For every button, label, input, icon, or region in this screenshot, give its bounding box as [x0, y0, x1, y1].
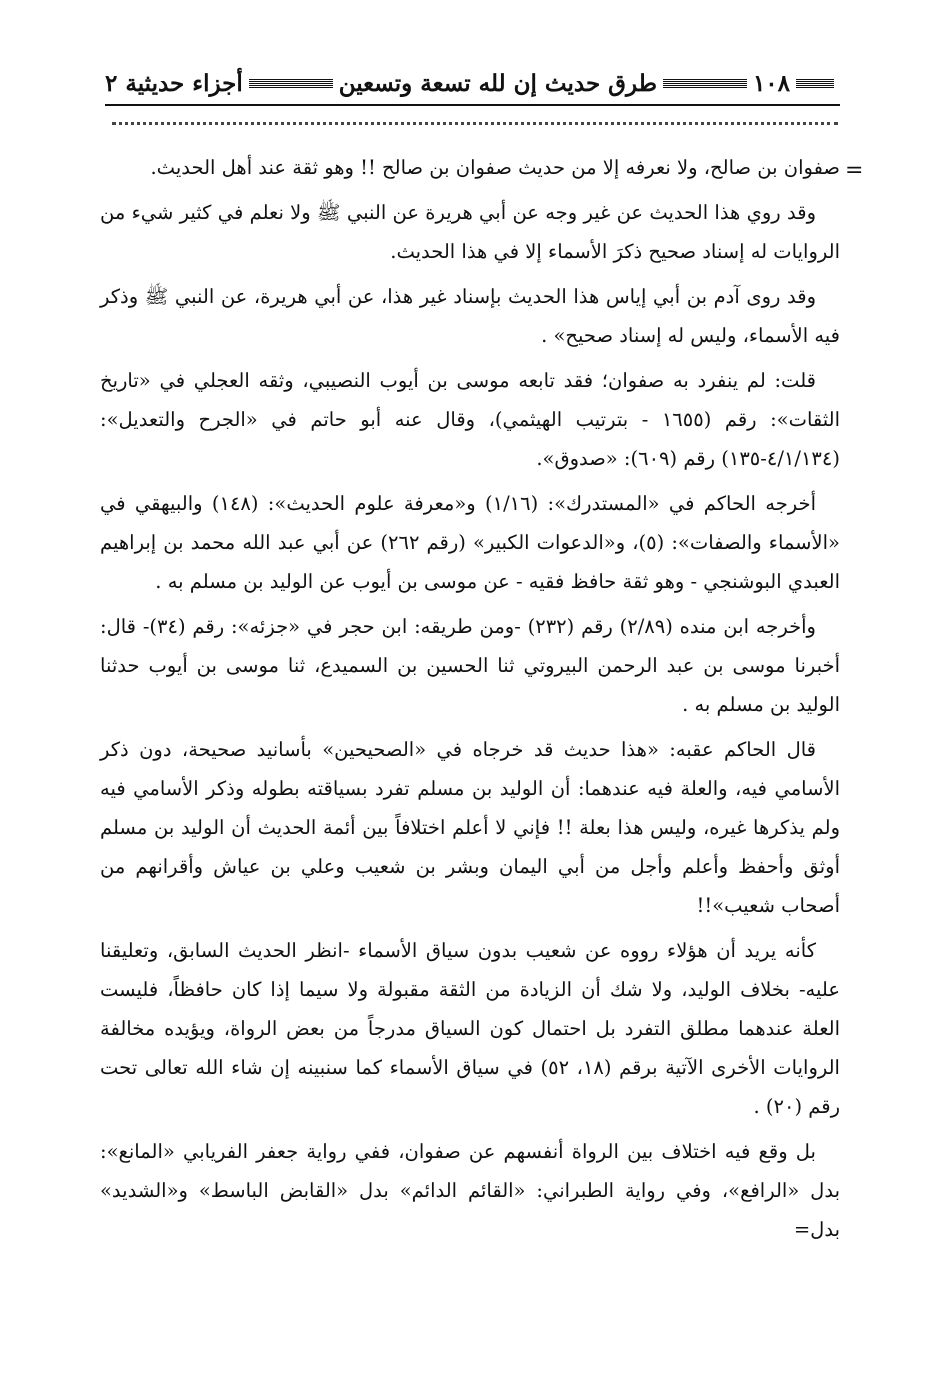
paragraph: وقد روى آدم بن أبي إياس هذا الحديث بإسناد غير هذا، عن أبي هريرة، عن النبي ﷺ وذكر فيه الأسماء، وليس له إسناد صحيح» .	[100, 285, 840, 347]
paragraph: وأخرجه ابن منده (٢/٨٩) رقم (٢٣٢) -ومن طريقه: ابن حجر في «جزئه»: رقم (٣٤)- قال: أخبرنا موسى بن عبد الرحمن البيروتي ثنا الحسين بن السميدع، ثنا موسى بن أيوب حدثنا الوليد بن مسلم به .	[100, 615, 840, 716]
paragraph: صفوان بن صالح، ولا نعرفه إلا من حديث صفوان بن صالح !! وهو ثقة عند أهل الحديث.	[150, 156, 840, 179]
header-rule	[105, 104, 840, 106]
paragraph: قلت: لم ينفرد به صفوان؛ فقد تابعه موسى بن أيوب النصيبي، وثقه العجلي في «تاريخ الثقات»: رقم (١٦٥٥ - بترتيب الهيثمي)، وقال عنه أبو حاتم في «الجرح والتعديل»: (٤/١/١٣٤-١٣٥) رقم (٦٠٩): «صدوق».	[100, 369, 840, 470]
header-ornament-rule	[249, 79, 333, 88]
paragraph: أخرجه الحاكم في «المستدرك»: (١/١٦) و«معرفة علوم الحديث»: (١٤٨) والبيهقي في «الأسماء والصفات»: (٥)، و«الدعوات الكبير» (رقم ٢٦٢) عن أبي عبد الله محمد بن إبراهيم العبدي البوشنجي - وهو ثقة حافظ فقيه - عن موسى بن أيوب عن الوليد بن مسلم به .	[100, 492, 840, 593]
paragraph: قال الحاكم عقبه: «هذا حديث قد خرجاه في «الصحيحين» بأسانيد صحيحة، دون ذكر الأسامي فيه، والعلة فيه عندهما: أن الوليد بن مسلم تفرد بسياقته بطوله وذكر الأسامي فيه ولم يذكرها غيره، وليس هذا بعلة !! فإني لا أعلم اختلافاً بين أئمة الحديث أن الوليد بن مسلم أوثق وأحفظ وأعلم وأجل من أبي اليمان وبشر بن شعيب وعلي بن عياش وأقرانهم من أصحاب شعيب»!!	[100, 738, 840, 917]
paragraph: كأنه يريد أن هؤلاء رووه عن شعيب بدون سياق الأسماء -انظر الحديث السابق، وتعليقنا عليه- بخلاف الوليد، ولا شك أن الزيادة من الثقة مقبولة ولا سيما إذا كان حافظاً، فليست العلة عندهما مطلق التفرد بل احتمال كون السياق مدرجاً من بعض الرواة، ويؤيده مخالفة الروايات الأخرى الآتية برقم (١٨، ٥٢) في سياق الأسماء كما سنبينه إن شاء الله تعالى تحت رقم (٢٠) .	[100, 939, 840, 1118]
header-ornament-rule	[663, 79, 747, 88]
header-series: أجزاء حديثية ٢	[105, 69, 243, 97]
paragraph: وقد روي هذا الحديث عن غير وجه عن أبي هريرة عن النبي ﷺ ولا نعلم في كثير شيء من الروايات له إسناد صحيح ذكرَ الأسماء إلا في هذا الحديث.	[100, 201, 840, 263]
header-ornament-rule	[796, 79, 834, 88]
page-number: ١٠٨	[752, 69, 790, 97]
dotted-divider	[112, 122, 838, 125]
running-header	[105, 62, 840, 104]
paragraph: بل وقع فيه اختلاف بين الرواة أنفسهم عن صفوان، ففي رواية جعفر الفريابي «المانع»: بدل «الرافع»، وفي رواية الطبراني: «القائم الدائم» بدل «القابض الباسط» و«الشديد» بدل=	[100, 1140, 840, 1241]
header-title: طرق حديث إن لله تسعة وتسعين	[338, 69, 658, 97]
body-text	[100, 148, 840, 1255]
continuation-mark: =	[845, 158, 864, 183]
